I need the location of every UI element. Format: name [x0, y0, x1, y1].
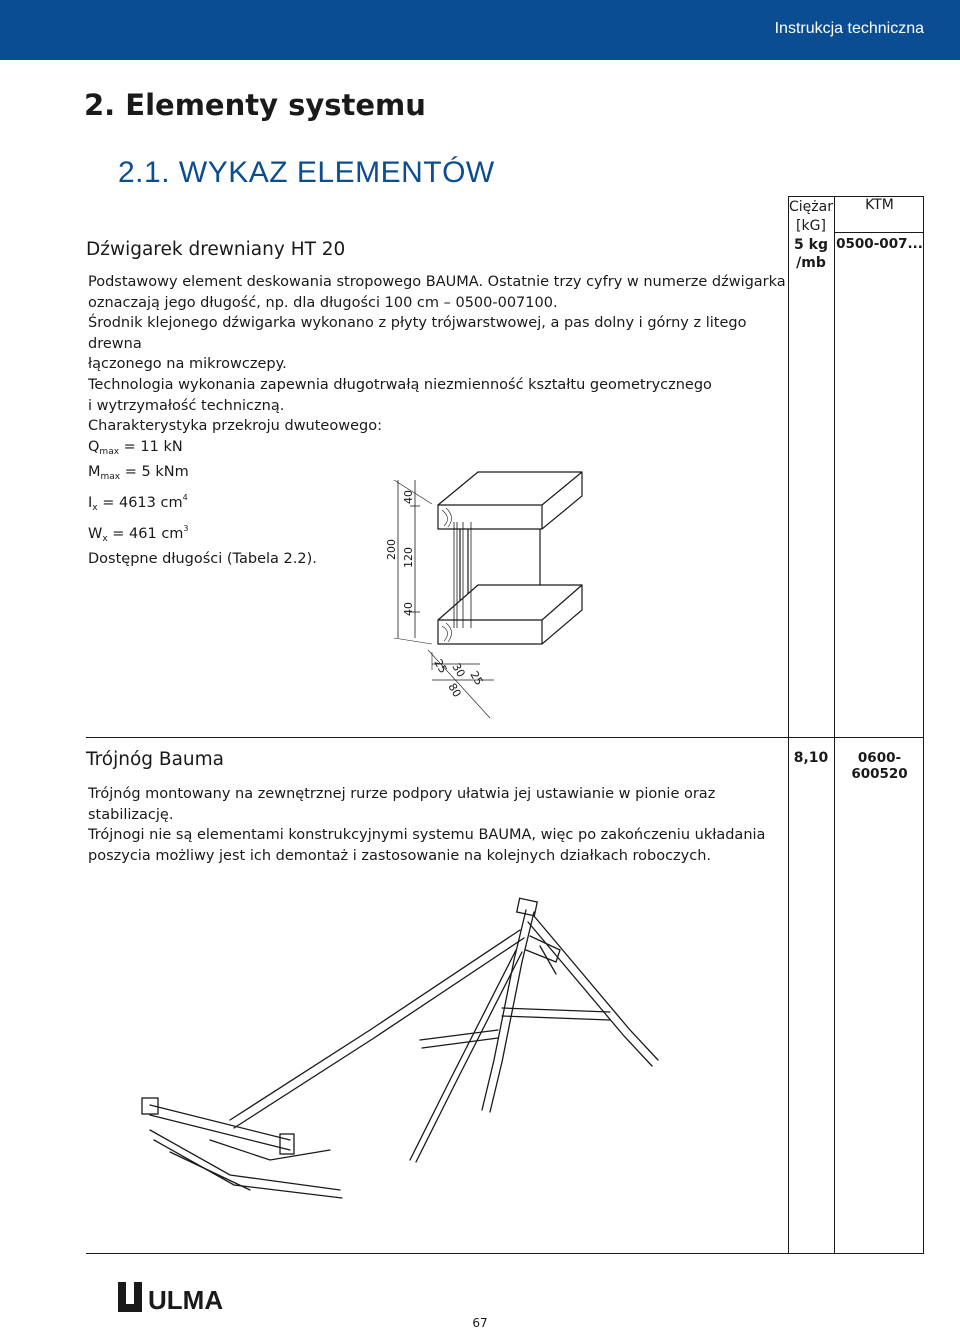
ktm-value-tripod: 0600-600520 — [851, 750, 908, 782]
spec-q-max: $Q_{max} = 11$ kN — [88, 438, 183, 457]
ulma-logo — [116, 1280, 236, 1314]
svg-text:ULMA: ULMA — [148, 1285, 224, 1314]
weight-value-ht20: 5 kg /mb — [794, 237, 828, 271]
table-row-divider — [86, 737, 924, 738]
svg-text:40: 40 — [402, 490, 415, 504]
product-title-ht20: Dźwigarek drewniany HT 20 — [86, 239, 346, 260]
chapter-title: 2. Elementy systemu — [84, 88, 426, 122]
table-column-divider — [834, 196, 835, 1254]
header-bar — [0, 0, 960, 60]
svg-text:120: 120 — [402, 547, 415, 568]
table-column-divider — [923, 196, 924, 1254]
svg-text:25: 25 — [467, 669, 486, 688]
svg-text:25: 25 — [431, 657, 450, 676]
weight-column-header: Ciężar [kG] — [789, 199, 833, 234]
ktm-header-divider — [835, 232, 923, 233]
table-bottom-border — [86, 1253, 924, 1254]
svg-text:80: 80 — [445, 681, 464, 700]
spec-w-x: $W_x = 461$ $cm^3$ — [88, 523, 189, 544]
svg-text:30: 30 — [449, 661, 468, 680]
svg-text:200: 200 — [385, 539, 398, 560]
ktm-column-header: KTM — [865, 197, 894, 213]
document-title: Instrukcja techniczna — [774, 20, 924, 37]
timber-beam-illustration — [360, 460, 620, 730]
table-column-divider — [788, 196, 789, 1254]
weight-value-tripod: 8,10 — [793, 750, 829, 766]
spec-m-max: $M_{max} = 5$ kNm — [88, 464, 189, 483]
description-ht20: Podstawowy element deskowania stropowego BAUMA. Ostatnie trzy cyfry w numerze dźwigarka oznaczają jego długość, np. dla długości 100 cm – 0500-007100. Środnik klejonego dźwigarka wykonano z płyty trójwarstwowej, a pas dolny i górny z litego drewna łączonego na mikrowczepy. Technologia wykonania zapewnia długotrwałą niezmienność kształtu geometrycznego i wytrzymałość techniczną. Charakterystyka przekroju dwuteowego: $Q_{max} = 11$ kN $M_{max} = 5$ kNm $I_x = 4613$ $cm^4$ $W_x = 461$ $cm^3$ Dostępne długości (Tabela 2.2). — [88, 272, 788, 570]
section-title: 2.1. WYKAZ ELEMENTÓW — [118, 156, 495, 189]
svg-text:40: 40 — [402, 602, 415, 616]
description-tripod: Trójnóg montowany na zewnętrznej rurze podpory ułatwia jej ustawianie w pionie oraz stabilizację. Trójnogi nie są elementami konstrukcyjnymi systemu BAUMA, więc po zakończeniu układania poszycia możliwy jest ich demontaż i zastosowanie na kolejnych działkach roboczych. — [88, 786, 766, 864]
product-title-tripod: Trójnóg Bauma — [86, 749, 225, 770]
page-number: 67 — [472, 1316, 488, 1330]
spec-i-x: $I_x = 4613$ $cm^4$ — [88, 492, 188, 513]
ktm-value-ht20: 0500-007... — [836, 236, 923, 252]
tripod-illustration — [110, 890, 670, 1210]
